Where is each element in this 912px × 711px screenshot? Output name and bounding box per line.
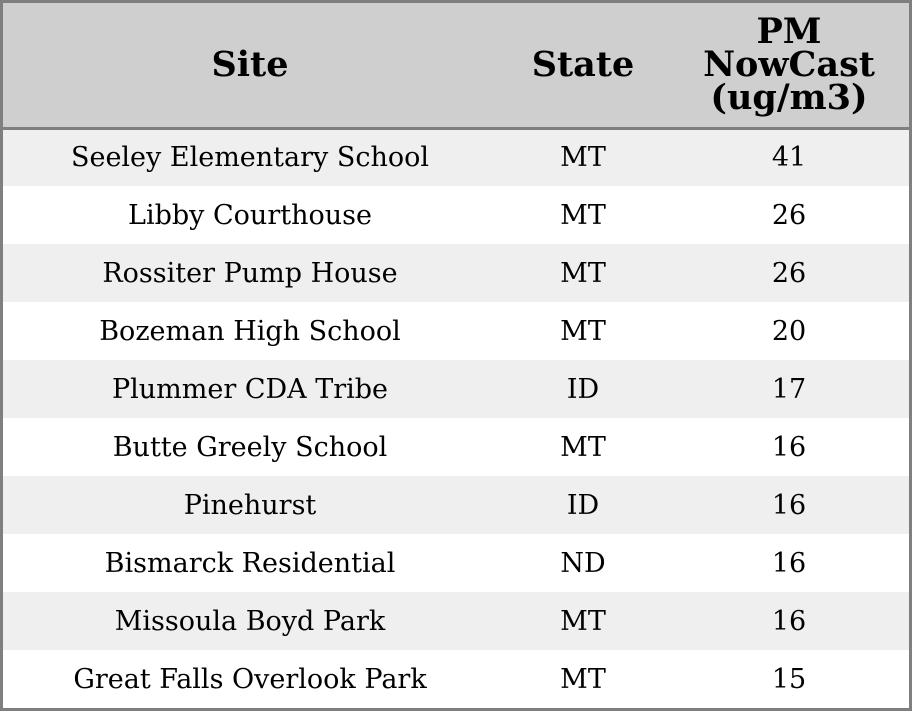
- table-row: [3, 128, 909, 186]
- header-site: Site: [3, 3, 497, 128]
- cell-pm: 16: [771, 547, 807, 579]
- table-row: [3, 302, 909, 360]
- cell-pm: 41: [771, 142, 807, 174]
- cell-site: Bismarck Residential: [104, 547, 396, 579]
- cell-pm: 16: [771, 431, 807, 463]
- header-pm-nowcast: [669, 3, 909, 128]
- table-row: [3, 244, 909, 302]
- table-row: [3, 592, 909, 650]
- cell-state: MT: [560, 431, 606, 463]
- cell-site: Plummer CDA Tribe: [111, 373, 389, 405]
- cell-pm: 26: [771, 199, 807, 231]
- cell-site: Libby Courthouse: [128, 199, 372, 231]
- cell-state: MT: [560, 142, 606, 174]
- header-state: State: [497, 3, 669, 128]
- table-row: [3, 186, 909, 244]
- cell-pm: 17: [771, 373, 807, 405]
- cell-state: MT: [560, 663, 606, 695]
- cell-pm: 26: [771, 257, 807, 289]
- cell-state: MT: [560, 257, 606, 289]
- cell-state: MT: [560, 199, 606, 231]
- header-pm-line-3: (ug/m3): [710, 77, 868, 119]
- cell-pm: 15: [771, 663, 807, 695]
- cell-state: ND: [560, 547, 606, 579]
- table-row: [3, 418, 909, 476]
- table-row: [3, 534, 909, 592]
- pm-nowcast-table: [3, 3, 909, 708]
- cell-state: MT: [560, 605, 606, 637]
- cell-site: Rossiter Pump House: [102, 257, 398, 289]
- table-row: [3, 650, 909, 708]
- cell-pm: 16: [771, 489, 807, 521]
- cell-site: Butte Greely School: [112, 431, 388, 463]
- header-pm-line-2: NowCast: [703, 44, 875, 86]
- table-row: [3, 360, 909, 418]
- cell-site: Missoula Boyd Park: [114, 605, 386, 637]
- cell-site: Seeley Elementary School: [70, 142, 430, 174]
- cell-state: ID: [566, 373, 600, 405]
- cell-state: ID: [566, 489, 600, 521]
- cell-site: Bozeman High School: [99, 315, 401, 347]
- cell-pm: 16: [771, 605, 807, 637]
- header-row: [3, 3, 909, 128]
- header-pm-line-1: PM: [756, 11, 822, 53]
- cell-state: MT: [560, 315, 606, 347]
- cell-site: Pinehurst: [183, 489, 317, 521]
- table-row: [3, 476, 909, 534]
- cell-site: Great Falls Overlook Park: [73, 663, 427, 695]
- table-body: [3, 128, 909, 708]
- cell-pm: 20: [771, 315, 807, 347]
